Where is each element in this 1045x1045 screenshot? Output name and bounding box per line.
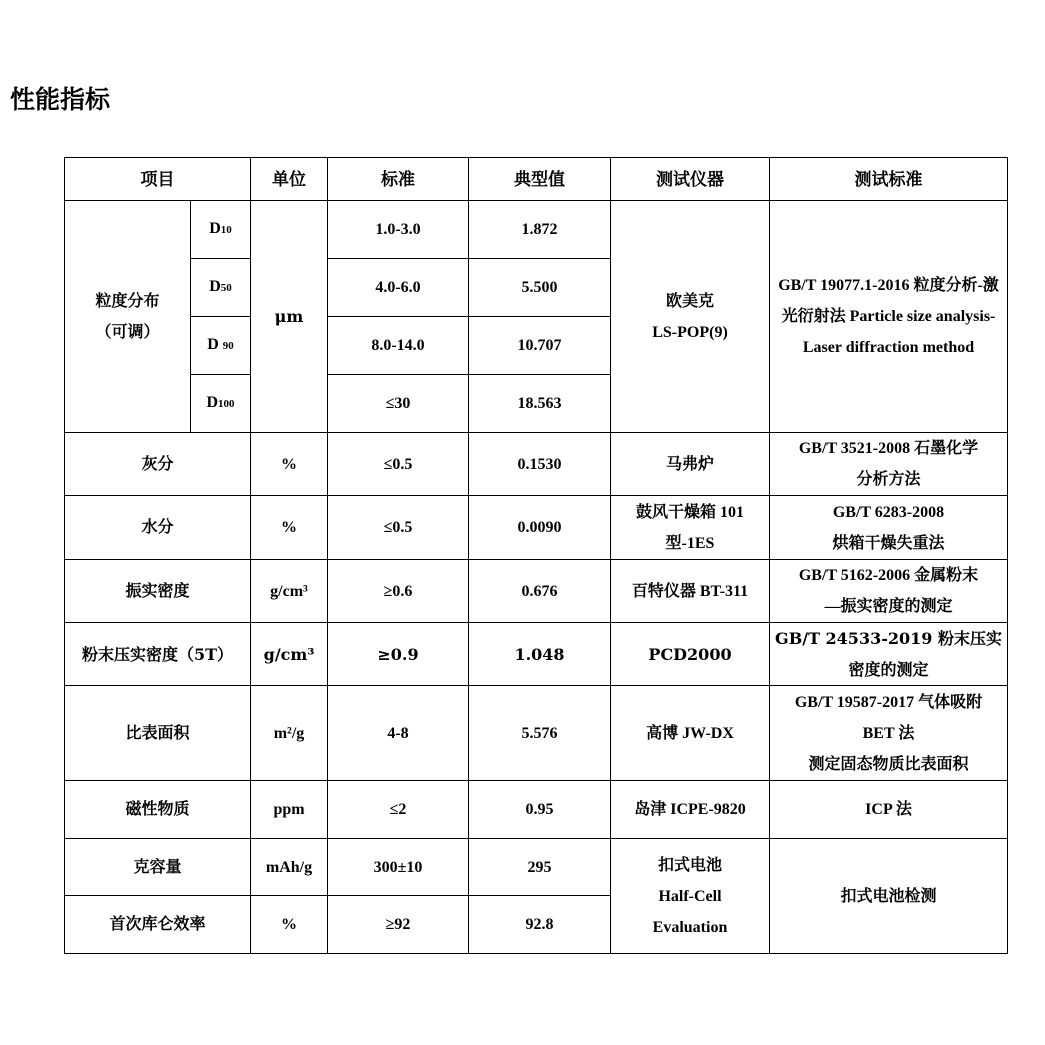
standard-cell: ≥92 bbox=[328, 896, 469, 954]
standard-cell: 4-8 bbox=[328, 686, 469, 781]
table-row bbox=[65, 781, 1008, 839]
item-cell: 振实密度 bbox=[65, 560, 251, 623]
instrument-cell: 马弗炉 bbox=[611, 433, 770, 496]
method-line: GB/T 6283-2008 bbox=[832, 503, 945, 521]
particle-method-cell: GB/T 19077.1-2016 粒度分析-激光衍射法 Particle size analysis-Laser diffraction method bbox=[770, 201, 1008, 433]
particle-typical-cell: 18.563 bbox=[469, 375, 611, 433]
unit-cell: g/cm³ bbox=[251, 560, 328, 623]
particle-label-cell bbox=[65, 201, 191, 433]
performance-table bbox=[64, 157, 1008, 954]
typical-cell: 5.576 bbox=[469, 686, 611, 781]
unit-cell: % bbox=[251, 496, 328, 560]
particle-standard-cell: ≤30 bbox=[328, 375, 469, 433]
method-cell: ICP 法 bbox=[770, 781, 1008, 839]
item-cell: 粉末压实密度（5T） bbox=[65, 623, 251, 686]
method-cell bbox=[770, 623, 1008, 686]
standard-cell: ≤0.5 bbox=[328, 433, 469, 496]
instrument-line: 鼓风干燥箱 101 bbox=[635, 503, 744, 521]
typical-cell: 0.0090 bbox=[469, 496, 611, 560]
standard-cell: ≤2 bbox=[328, 781, 469, 839]
instrument-cell: 百特仪器 BT-311 bbox=[611, 560, 770, 623]
unit-cell: m²/g bbox=[251, 686, 328, 781]
unit-cell: g/cm³ bbox=[251, 623, 328, 686]
item-cell: 磁性物质 bbox=[65, 781, 251, 839]
method-line: 烘箱干燥失重法 bbox=[832, 534, 945, 552]
typical-cell: 0.95 bbox=[469, 781, 611, 839]
standard-cell: ≤0.5 bbox=[328, 496, 469, 560]
particle-typical-cell: 5.500 bbox=[469, 259, 611, 317]
unit-cell: mAh/g bbox=[251, 839, 328, 896]
method-line: GB/T 3521-2008 石墨化学 bbox=[798, 440, 979, 457]
header-unit: 单位 bbox=[251, 158, 328, 201]
particle-d-cell: D 90 bbox=[191, 317, 251, 375]
particle-unit-cell: μm bbox=[251, 201, 328, 433]
header-method: 测试标准 bbox=[770, 158, 1008, 201]
standard-cell: 300±10 bbox=[328, 839, 469, 896]
method-line: 分析方法 bbox=[856, 471, 921, 488]
half-cell-method-cell: 扣式电池检测 bbox=[770, 839, 1008, 954]
particle-d-cell: D10 bbox=[191, 201, 251, 259]
method-cell bbox=[770, 686, 1008, 781]
typical-cell: 0.1530 bbox=[469, 433, 611, 496]
table-row bbox=[65, 686, 1008, 781]
method-cell bbox=[770, 496, 1008, 560]
method-line: BET 法 bbox=[862, 724, 915, 742]
particle-d-cell: D50 bbox=[191, 259, 251, 317]
method-line: GB/T 24533-2019 粉末压实 bbox=[775, 629, 1002, 648]
standard-cell: ≥0.9 bbox=[328, 623, 469, 686]
unit-cell: % bbox=[251, 433, 328, 496]
particle-d-cell: D100 bbox=[191, 375, 251, 433]
instrument-line: Half-Cell bbox=[658, 887, 722, 905]
instrument-cell: 高博 JW-DX bbox=[611, 686, 770, 781]
method-cell bbox=[770, 560, 1008, 623]
typical-cell: 1.048 bbox=[469, 623, 611, 686]
particle-standard-cell: 8.0-14.0 bbox=[328, 317, 469, 375]
header-instrument: 测试仪器 bbox=[611, 158, 770, 201]
typical-cell: 92.8 bbox=[469, 896, 611, 954]
item-cell: 首次库仑效率 bbox=[65, 896, 251, 954]
particle-instrument-line1: 欧美克 bbox=[665, 292, 714, 310]
particle-label-line2: （可调） bbox=[95, 323, 160, 341]
header-standard: 标准 bbox=[328, 158, 469, 201]
item-cell: 灰分 bbox=[65, 433, 251, 496]
header-item: 项目 bbox=[65, 158, 251, 201]
method-cell bbox=[770, 433, 1008, 496]
method-line: GB/T 5162-2006 金属粉末 bbox=[798, 567, 979, 584]
table-row bbox=[65, 560, 1008, 623]
instrument-cell: PCD2000 bbox=[611, 623, 770, 686]
particle-standard-cell: 4.0-6.0 bbox=[328, 259, 469, 317]
half-cell-instrument-cell bbox=[611, 839, 770, 954]
instrument-cell: 岛津 ICPE-9820 bbox=[611, 781, 770, 839]
unit-cell: % bbox=[251, 896, 328, 954]
table-row bbox=[65, 433, 1008, 496]
instrument-cell bbox=[611, 496, 770, 560]
particle-label-line1: 粒度分布 bbox=[95, 292, 160, 310]
table-row bbox=[65, 496, 1008, 560]
particle-standard-cell: 1.0-3.0 bbox=[328, 201, 469, 259]
item-cell: 水分 bbox=[65, 496, 251, 560]
item-cell: 克容量 bbox=[65, 839, 251, 896]
table-row bbox=[65, 839, 1008, 896]
method-line: GB/T 19587-2017 气体吸附 bbox=[794, 693, 983, 711]
method-line: —振实密度的测定 bbox=[824, 598, 953, 615]
standard-cell: ≥0.6 bbox=[328, 560, 469, 623]
method-line: 测定固态物质比表面积 bbox=[808, 755, 969, 773]
method-line: 密度的测定 bbox=[848, 660, 929, 679]
page-title: 性能指标 bbox=[10, 85, 111, 114]
typical-cell: 0.676 bbox=[469, 560, 611, 623]
instrument-line: 扣式电池 bbox=[657, 856, 722, 874]
header-typical: 典型值 bbox=[469, 158, 611, 201]
table-row bbox=[65, 201, 1008, 259]
particle-instrument-line2: LS-POP(9) bbox=[652, 323, 728, 341]
item-cell: 比表面积 bbox=[65, 686, 251, 781]
instrument-line: 型-1ES bbox=[665, 534, 715, 552]
table-row bbox=[65, 623, 1008, 686]
table-header-row bbox=[65, 158, 1008, 201]
unit-cell: ppm bbox=[251, 781, 328, 839]
particle-instrument-cell bbox=[611, 201, 770, 433]
particle-typical-cell: 1.872 bbox=[469, 201, 611, 259]
instrument-line: Evaluation bbox=[652, 918, 728, 936]
typical-cell: 295 bbox=[469, 839, 611, 896]
particle-typical-cell: 10.707 bbox=[469, 317, 611, 375]
